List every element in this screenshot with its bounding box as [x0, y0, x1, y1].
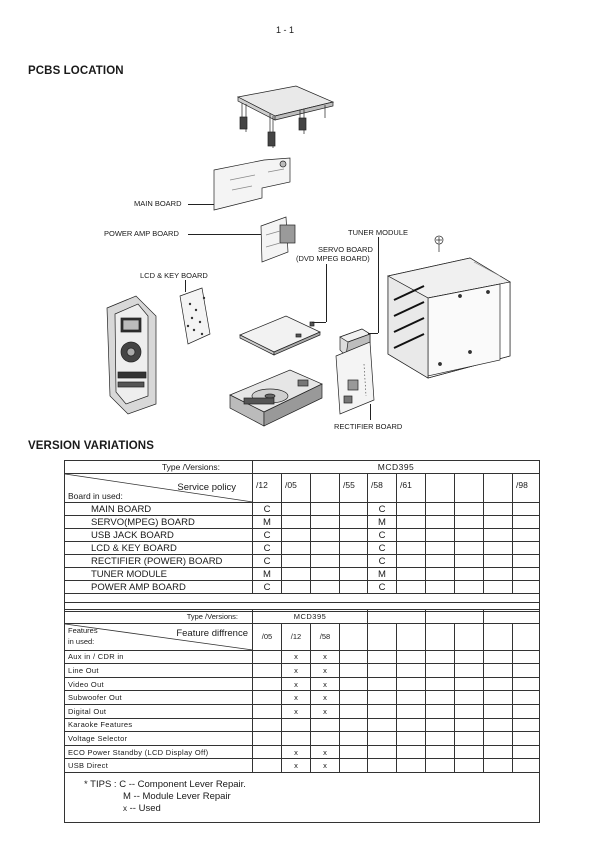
- t2-cell: x: [282, 691, 311, 705]
- t1-row: [65, 568, 540, 581]
- t1-cell: [282, 568, 311, 581]
- t2-cell: [426, 664, 455, 678]
- t2-cell: [368, 691, 397, 705]
- label-main-board: MAIN BOARD: [134, 199, 182, 208]
- t1-cell: [311, 542, 340, 555]
- t1-row: [65, 516, 540, 529]
- t1-cell: M: [253, 516, 282, 529]
- pcbs-location-title: PCBS LOCATION: [28, 65, 124, 77]
- t1-cell: [513, 568, 540, 581]
- t1-cell: [455, 555, 484, 568]
- t1-cell: [340, 516, 368, 529]
- t1-cell: [426, 555, 455, 568]
- t2-cell: [397, 691, 426, 705]
- t2-cell: x: [311, 704, 340, 718]
- t1-type-label: Type /Versions:: [161, 462, 220, 472]
- t1-model: MCD395: [253, 461, 540, 474]
- t1-version-cell: /98: [513, 474, 540, 503]
- t2-cell: [426, 650, 455, 664]
- t2-cell: [397, 718, 426, 732]
- t2-row: [65, 691, 540, 705]
- t2-row-name: USB Direct: [65, 759, 253, 773]
- t1-row: [65, 555, 540, 568]
- t1-row: [65, 529, 540, 542]
- t1-cell: [484, 529, 513, 542]
- t1-cell: [311, 516, 340, 529]
- t1-cell: [455, 516, 484, 529]
- t1-cell: M: [368, 568, 397, 581]
- t1-cell: [513, 529, 540, 542]
- t2-cell: [253, 664, 282, 678]
- t1-version-cell: /05: [282, 474, 311, 503]
- t2-cell: [368, 745, 397, 759]
- t1-cell: [340, 568, 368, 581]
- t1-cell: [397, 542, 426, 555]
- leader-power-amp-board: [188, 234, 261, 235]
- t2-version-cell: [513, 623, 540, 650]
- main-board-shape: [214, 158, 290, 210]
- t2-cell: x: [311, 664, 340, 678]
- t2-cell: [513, 718, 540, 732]
- t2-type-header: [65, 610, 253, 624]
- t2-cell: [484, 664, 513, 678]
- t2-cell: [340, 704, 368, 718]
- t2-cell: [426, 704, 455, 718]
- tips-used-symbol: x: [123, 804, 127, 813]
- t1-cell: C: [368, 503, 397, 516]
- t2-cell: [397, 650, 426, 664]
- t2-cell: [253, 745, 282, 759]
- t1-cell: [311, 581, 340, 594]
- t1-cell: [455, 568, 484, 581]
- t2-cell: [253, 704, 282, 718]
- tips: [84, 779, 246, 815]
- t2-cell: [368, 664, 397, 678]
- t2-cell: [397, 704, 426, 718]
- t2-cell: [397, 759, 426, 773]
- t1-row-name: LCD & KEY BOARD: [65, 542, 253, 555]
- t1-cell: M: [368, 516, 397, 529]
- t2-cell: [513, 745, 540, 759]
- t2-cell: x: [282, 664, 311, 678]
- t1-cell: [340, 555, 368, 568]
- t1-row: [65, 581, 540, 594]
- leader-tuner-module-end: [368, 333, 378, 334]
- t2-blank-a: [368, 610, 426, 624]
- t2-row: [65, 664, 540, 678]
- t2-cell: x: [311, 745, 340, 759]
- t2-cell: [484, 650, 513, 664]
- t1-version-cell: [311, 474, 340, 503]
- t2-cell: [426, 732, 455, 746]
- t2-cell: [282, 732, 311, 746]
- t2-cell: [368, 677, 397, 691]
- tips-line-component: * TIPS : C -- Component Lever Repair.: [84, 779, 246, 790]
- t2-cell: [340, 664, 368, 678]
- t1-cell: [484, 568, 513, 581]
- t2-cell: [340, 677, 368, 691]
- t2-cell: [340, 650, 368, 664]
- t1-cell: M: [253, 568, 282, 581]
- t1-cell: [340, 581, 368, 594]
- t2-cell: x: [311, 650, 340, 664]
- t2-cell: [253, 759, 282, 773]
- t1-cell: [397, 581, 426, 594]
- t1-cell: [455, 529, 484, 542]
- t1-cell: [397, 503, 426, 516]
- t2-cell: [484, 677, 513, 691]
- t2-cell: [513, 650, 540, 664]
- t1-cell: [282, 581, 311, 594]
- t2-cell: [253, 677, 282, 691]
- leader-servo-board-end: [312, 322, 326, 323]
- t1-version-cell: /12: [253, 474, 282, 503]
- t2-type-label: Type /Versions:: [186, 612, 238, 621]
- cabinet-housing-shape: [388, 258, 510, 378]
- t1-cell: C: [253, 555, 282, 568]
- label-servo-board-sub: (DVD MPEG BOARD): [296, 254, 370, 263]
- t1-cell: [513, 581, 540, 594]
- t1-cell: [513, 516, 540, 529]
- t2-feature-diff-label: Feature diffrence: [176, 627, 248, 639]
- t1-cell: C: [368, 581, 397, 594]
- t2-row-name: Digital Out: [65, 704, 253, 718]
- t2-row-name: Video Out: [65, 677, 253, 691]
- t2-model: MCD395: [253, 610, 368, 624]
- t1-row-name: RECTIFIER (POWER) BOARD: [65, 555, 253, 568]
- t2-blank-c: [484, 610, 540, 624]
- t2-row-name: Subwoofer Out: [65, 691, 253, 705]
- t2-cell: x: [282, 677, 311, 691]
- t1-blank-row: [65, 594, 540, 603]
- t1-cell: [426, 516, 455, 529]
- t2-cell: [340, 745, 368, 759]
- t2-cell: [484, 732, 513, 746]
- t2-cell: [397, 732, 426, 746]
- dvd-loader-shape: [230, 370, 322, 426]
- t1-cell: C: [253, 503, 282, 516]
- t1-cell: [484, 503, 513, 516]
- t1-version-cell: /61: [397, 474, 426, 503]
- t2-cell: x: [282, 704, 311, 718]
- t2-cell: x: [311, 759, 340, 773]
- t2-cell: [426, 677, 455, 691]
- t2-cell: [397, 745, 426, 759]
- t2-row-name: Aux in / CDR in: [65, 650, 253, 664]
- page-number: 1 - 1: [276, 25, 295, 35]
- t2-cell: [484, 759, 513, 773]
- t2-row-name: ECO Power Standby (LCD Display Off): [65, 745, 253, 759]
- t2-cell: [397, 664, 426, 678]
- t1-cell: [282, 503, 311, 516]
- t2-cell: x: [311, 677, 340, 691]
- t2-cell: x: [282, 650, 311, 664]
- t1-cell: [282, 542, 311, 555]
- t2-cell: [311, 732, 340, 746]
- t1-cell: [282, 555, 311, 568]
- t2-cell: [368, 718, 397, 732]
- t1-version-cell: [455, 474, 484, 503]
- leader-rectifier-board: [370, 404, 371, 420]
- t1-row-name: MAIN BOARD: [65, 503, 253, 516]
- t2-cell: [513, 704, 540, 718]
- t2-cell: [340, 732, 368, 746]
- t2-cell: [455, 664, 484, 678]
- label-tuner-module: TUNER MODULE: [348, 228, 409, 237]
- t2-cell: [513, 677, 540, 691]
- tips-used-text: -- Used: [129, 803, 161, 814]
- t1-row-name: SERVO(MPEG) BOARD: [65, 516, 253, 529]
- label-rectifier-board: RECTIFIER BOARD: [334, 422, 403, 431]
- t2-cell: [253, 691, 282, 705]
- t2-cell: [513, 691, 540, 705]
- t1-cell: [426, 568, 455, 581]
- t2-row: [65, 677, 540, 691]
- t2-cell: x: [282, 759, 311, 773]
- t2-version-cell: [484, 623, 513, 650]
- tips-line-used: [84, 803, 246, 815]
- t2-version-cell: /05: [253, 623, 282, 650]
- t2-cell: [455, 732, 484, 746]
- t1-cell: [311, 555, 340, 568]
- t1-service-label: Service policy: [177, 482, 236, 493]
- t2-cell: [340, 759, 368, 773]
- t2-cell: [426, 745, 455, 759]
- t2-cell: x: [282, 745, 311, 759]
- t1-cell: [311, 568, 340, 581]
- lcd-key-board-shape: [180, 288, 210, 344]
- t2-cell: [368, 704, 397, 718]
- t2-cell: [513, 759, 540, 773]
- t1-cell: [484, 581, 513, 594]
- t2-cell: [455, 704, 484, 718]
- leader-tuner-module: [378, 237, 379, 333]
- t1-version-cell: [426, 474, 455, 503]
- label-lcd-key-board: LCD & KEY BOARD: [140, 271, 208, 280]
- t2-cell: [368, 732, 397, 746]
- t2-cell: [340, 691, 368, 705]
- t1-cell: C: [253, 542, 282, 555]
- t1-cell: C: [368, 555, 397, 568]
- t1-cell: [513, 555, 540, 568]
- t2-cell: [253, 650, 282, 664]
- t2-row-name: Voltage Selector: [65, 732, 253, 746]
- rectifier-board-shape: [336, 342, 374, 414]
- top-cover: [238, 86, 333, 148]
- t2-blank-b: [426, 610, 484, 624]
- t1-cell: [426, 581, 455, 594]
- t1-cell: [426, 529, 455, 542]
- t2-row-name: Line Out: [65, 664, 253, 678]
- t2-cell: [513, 732, 540, 746]
- t1-cell: [484, 516, 513, 529]
- t1-cell: C: [368, 542, 397, 555]
- t2-row: [65, 704, 540, 718]
- t2-cell: [455, 745, 484, 759]
- t2-cell: [484, 745, 513, 759]
- t2-cell: x: [311, 691, 340, 705]
- t1-blank-cell: [65, 594, 540, 603]
- t2-cell: [484, 704, 513, 718]
- tips-line-module: M -- Module Lever Repair: [123, 791, 231, 802]
- t2-cell: [513, 664, 540, 678]
- t2-cell: [368, 650, 397, 664]
- t1-version-cell: /55: [340, 474, 368, 503]
- t2-in-used-label: in used:: [68, 636, 95, 646]
- t2-version-cell: [397, 623, 426, 650]
- t1-cell: [311, 503, 340, 516]
- t1-version-cell: /58: [368, 474, 397, 503]
- t1-row-name: TUNER MODULE: [65, 568, 253, 581]
- t2-row: [65, 718, 540, 732]
- t1-cell: [397, 529, 426, 542]
- t2-cell: [397, 677, 426, 691]
- power-amp-board-shape: [261, 217, 295, 262]
- t2-cell: [484, 691, 513, 705]
- t2-cell: [282, 718, 311, 732]
- t1-cell: [455, 581, 484, 594]
- t1-cell: [455, 542, 484, 555]
- t2-cell: [426, 691, 455, 705]
- t2-cell: [455, 691, 484, 705]
- t1-row: [65, 503, 540, 516]
- board-version-table: [64, 460, 540, 612]
- t2-cell: [311, 718, 340, 732]
- t2-cell: [455, 650, 484, 664]
- t1-cell: [484, 542, 513, 555]
- t2-version-cell: [426, 623, 455, 650]
- t1-cell: [484, 555, 513, 568]
- t1-cell: [426, 503, 455, 516]
- t2-row: [65, 732, 540, 746]
- servo-board-shape: [240, 316, 320, 355]
- t2-cell: [368, 759, 397, 773]
- t1-board-label: Board in used:: [68, 491, 123, 501]
- t2-version-cell: [368, 623, 397, 650]
- label-servo-board: SERVO BOARD: [318, 245, 373, 254]
- t2-cell: [484, 718, 513, 732]
- leader-servo-board: [326, 264, 327, 322]
- t1-cell: C: [253, 581, 282, 594]
- t2-row: [65, 650, 540, 664]
- t1-cell: [397, 555, 426, 568]
- t2-cell: [253, 732, 282, 746]
- t1-corner: [65, 474, 253, 503]
- front-panel-shape: [107, 296, 156, 414]
- leader-main-board: [188, 204, 214, 205]
- t1-cell: [340, 529, 368, 542]
- t2-cell: [455, 718, 484, 732]
- t1-cell: C: [253, 529, 282, 542]
- feature-version-table: [64, 609, 540, 773]
- t1-cell: [340, 503, 368, 516]
- t2-version-cell: /12: [282, 623, 311, 650]
- t1-type-header: [65, 461, 253, 474]
- t2-cell: [340, 718, 368, 732]
- t2-version-cell: /58: [311, 623, 340, 650]
- t2-cell: [426, 759, 455, 773]
- t1-cell: [397, 568, 426, 581]
- t1-row: [65, 542, 540, 555]
- t1-cell: [311, 529, 340, 542]
- t2-row: [65, 745, 540, 759]
- t1-cell: [455, 503, 484, 516]
- t2-row: [65, 759, 540, 773]
- t1-cell: [397, 516, 426, 529]
- version-variations-title: VERSION VARIATIONS: [28, 440, 154, 452]
- t2-corner: [65, 623, 253, 650]
- t2-row-name: Karaoke Features: [65, 718, 253, 732]
- leader-lcd-key-board: [185, 280, 186, 292]
- t1-cell: [282, 516, 311, 529]
- t1-cell: [426, 542, 455, 555]
- t1-cell: [282, 529, 311, 542]
- t1-row-name: POWER AMP BOARD: [65, 581, 253, 594]
- t2-cell: [455, 759, 484, 773]
- label-power-amp-board: POWER AMP BOARD: [104, 229, 179, 238]
- t1-cell: [340, 542, 368, 555]
- t2-features-label: Features: [68, 625, 98, 635]
- t1-version-cell: [484, 474, 513, 503]
- t2-version-cell: [340, 623, 368, 650]
- t2-cell: [426, 718, 455, 732]
- t2-version-cell: [455, 623, 484, 650]
- t1-cell: [513, 542, 540, 555]
- t2-cell: [253, 718, 282, 732]
- t1-row-name: USB JACK BOARD: [65, 529, 253, 542]
- t2-cell: [455, 677, 484, 691]
- screw-shape: [435, 236, 443, 252]
- t1-cell: [513, 503, 540, 516]
- t1-cell: C: [368, 529, 397, 542]
